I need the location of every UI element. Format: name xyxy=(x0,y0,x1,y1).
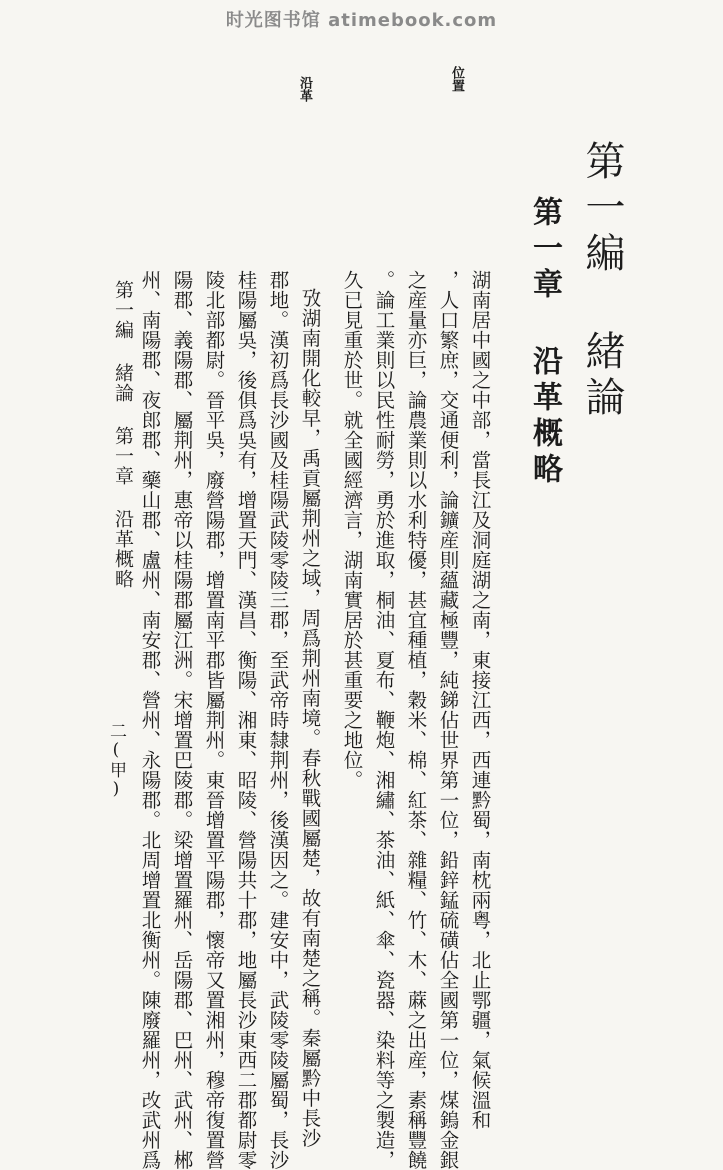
body-column: 陵北部都尉。晉平吳，廢營陽郡，增置南平郡皆屬荆州。東晉增置平陽郡，懷帝又置湘州，穆帝復置營 xyxy=(202,270,226,1170)
body-column: 久已見重於世。就全國經濟言，湖南實居於甚重要之地位。 xyxy=(340,270,364,790)
side-note-history: 沿革 xyxy=(297,76,312,102)
body-column: 州、南陽郡、夜郎郡、藥山郡、盧州、南安郡、營州、永陽郡。北周增置北衡州。陳廢羅州，改武州爲 xyxy=(138,270,162,1170)
body-column: 之産量亦巨，論農業則以水利特優，甚宜種植，穀米、棉、紅茶、雜糧、竹、木、蔴之出産，素稱豐饒 xyxy=(404,270,428,1170)
body-column: 。論工業則以民性耐勞，勇於進取，桐油、夏布、鞭炮、湘繡、茶油、紙、傘、瓷器、染料等之製造， xyxy=(372,270,396,1170)
body-column: 湖南居中國之中部，當長江及洞庭湖之南，東接江西，西連黔蜀，南枕兩粤，北止鄂疆，氣候溫和 xyxy=(468,270,492,1130)
part-title: 第一編 緒論 xyxy=(579,140,625,422)
body-column: 桂陽屬吳，後俱爲吳有，增置天門、漢昌、衡陽、湘東、昭陵、營陽共十郡，地屬長沙東西二郡都尉零 xyxy=(234,270,258,1170)
watermark-text: 时光图书馆 atimebook.com xyxy=(225,10,498,31)
chapter-title: 第一章 沿革概略 xyxy=(527,196,562,489)
body-column: ，人口繁庶，交通便利，論鑛産則蘊藏極豐，純銻佔世界第一位，鉛鋅錳硫磺佔全國第一位，煤鎢金銀 xyxy=(436,270,460,1170)
side-note-location: 位置 xyxy=(449,66,464,92)
body-column: 攷湖南開化較早，禹貢屬荆州之域，周爲荆州南境。春秋戰國屬楚，故有南楚之稱。秦屬黔中長沙 xyxy=(298,288,322,1148)
running-footer: 第一編 緒論 第一章 沿革概略 xyxy=(112,280,134,589)
body-column: 陽郡、義陽郡、屬荆州，惠帝以桂陽郡屬江洲。宋增置巴陵郡。梁增置羅州、岳陽郡、巴州、武州、郴 xyxy=(170,270,194,1170)
body-column: 郡地。漢初爲長沙國及桂陽武陵零陵三郡，至武帝時隸荆州，後漢因之。建安中，武陵零陵屬蜀，長沙 xyxy=(266,270,290,1170)
page-number: 二(甲) xyxy=(106,722,126,800)
